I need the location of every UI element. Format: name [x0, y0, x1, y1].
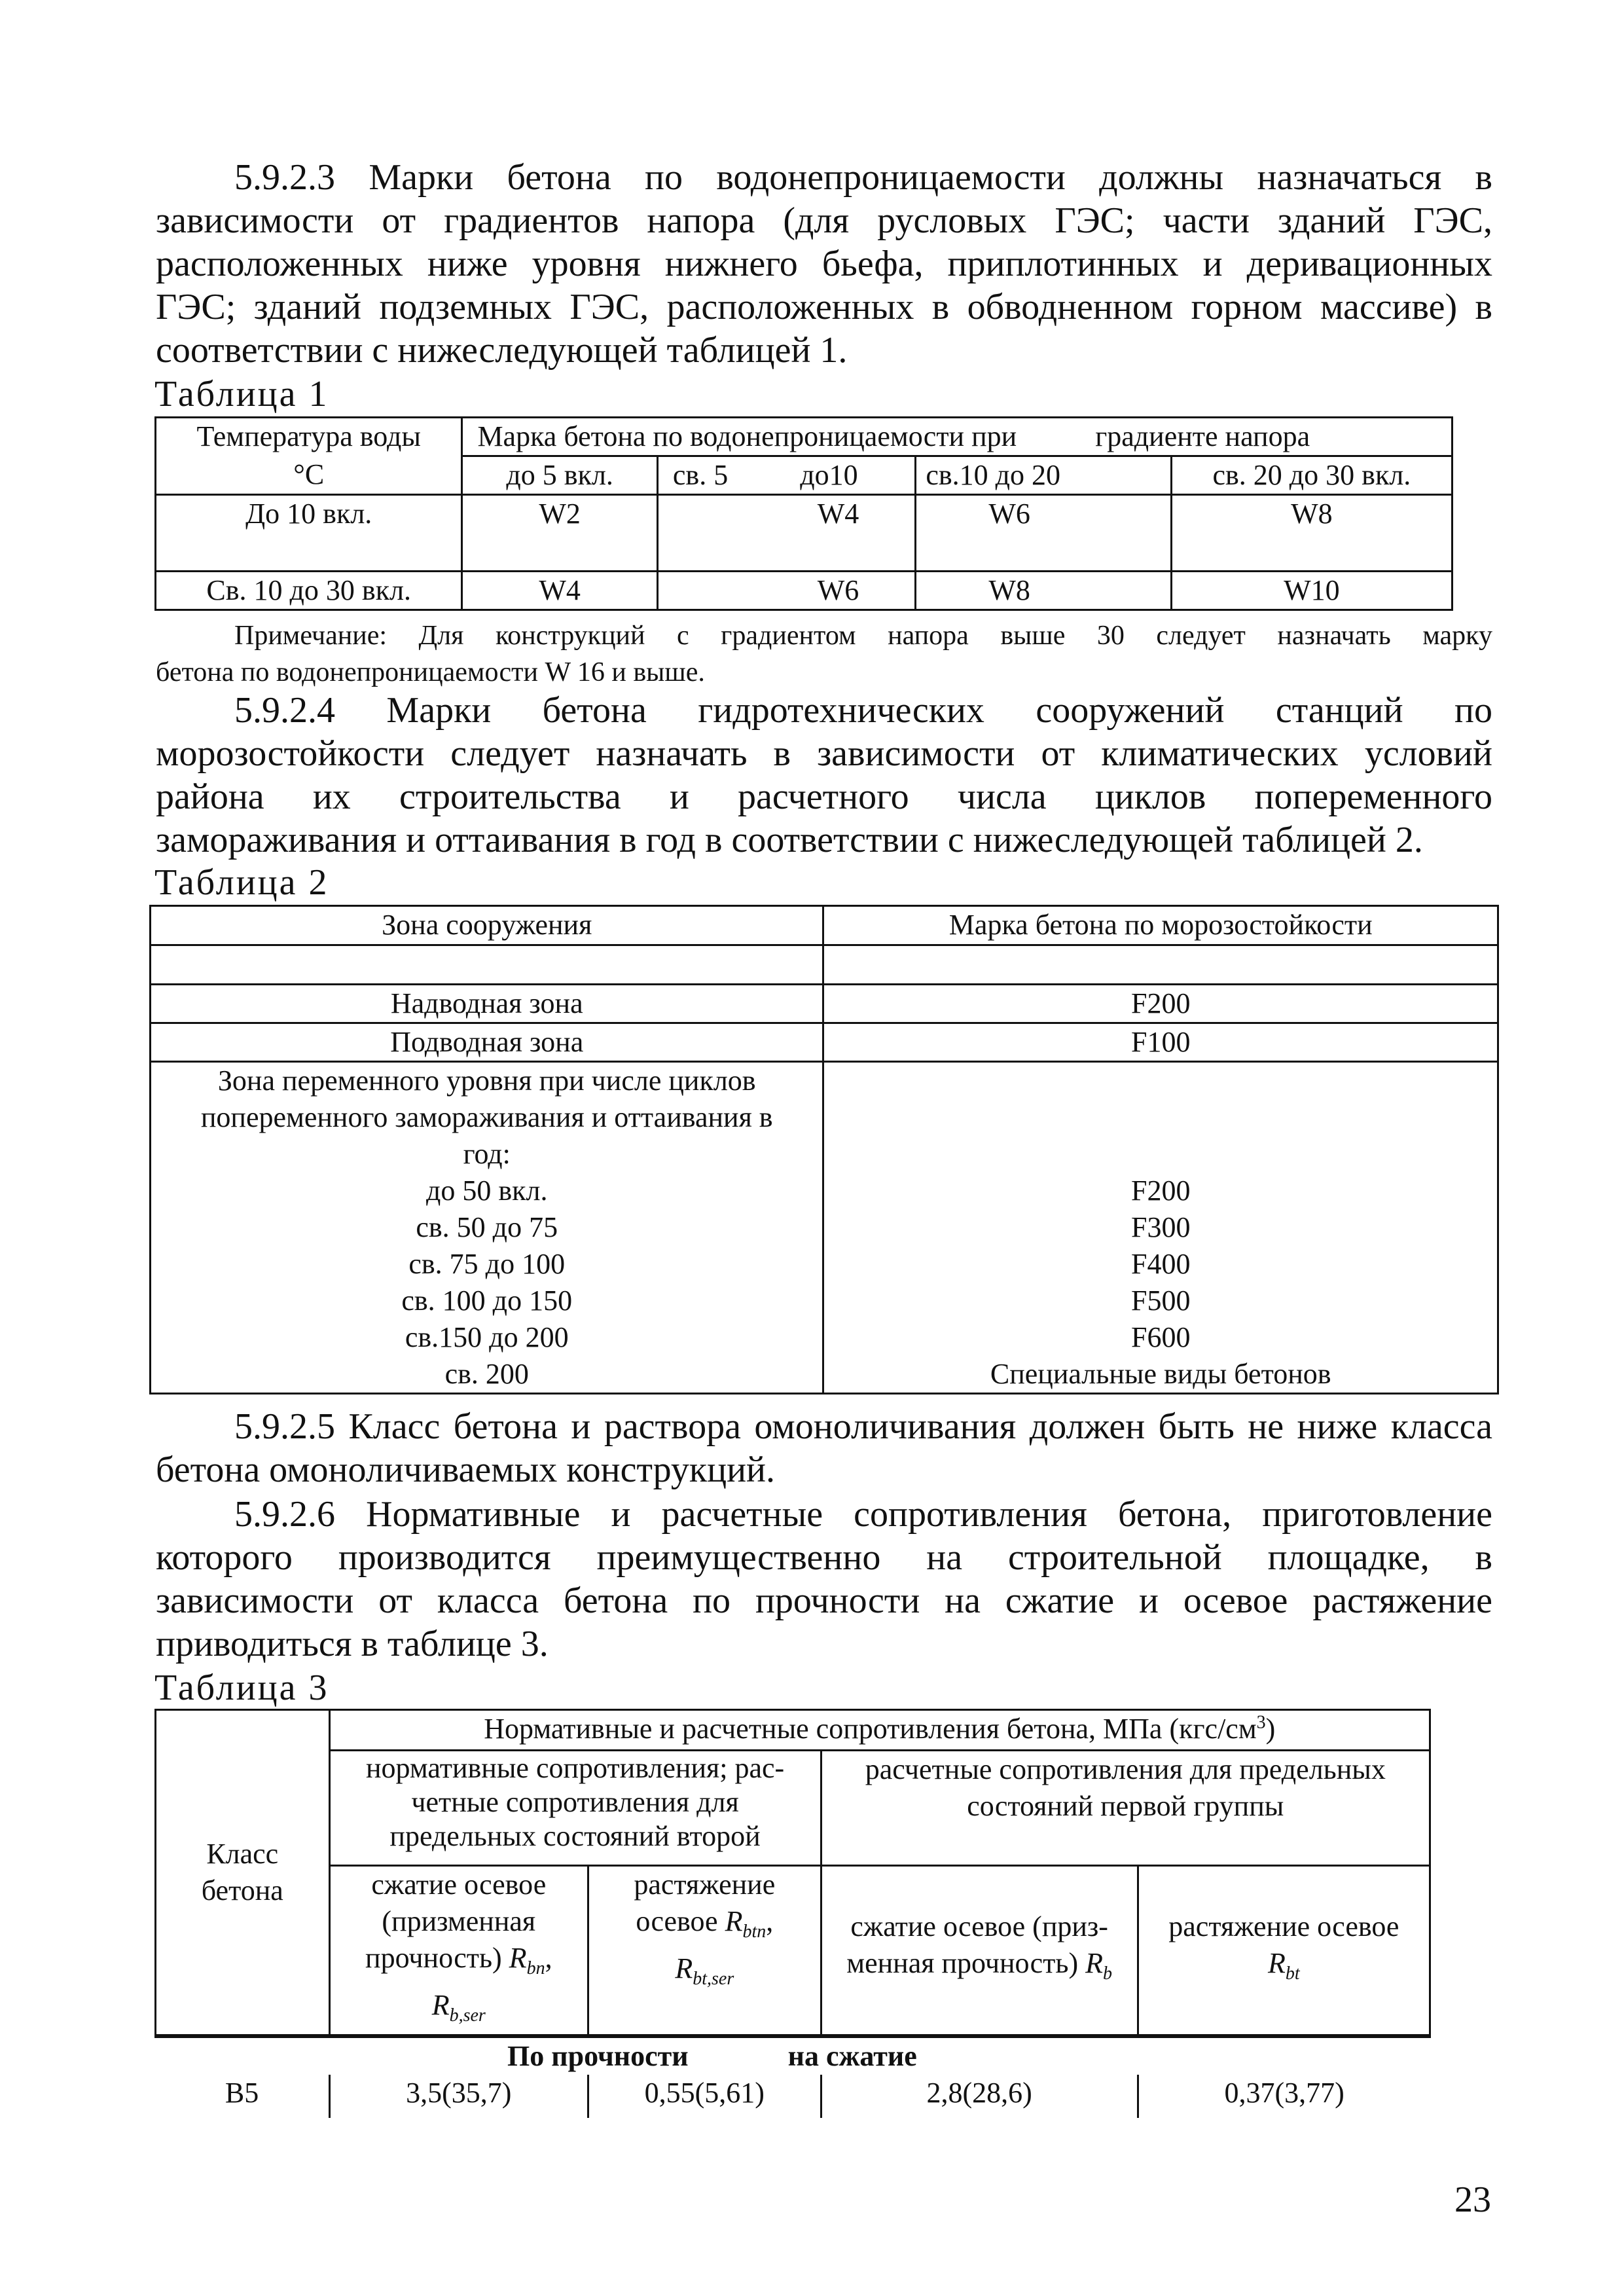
table-row: [156, 495, 1453, 572]
marka-text-line: F500: [1130, 1285, 1191, 1317]
note-line: бетона по водонепроницаемости W 16 и выше.: [156, 657, 705, 687]
table-row: [151, 1023, 1498, 1062]
subheader-compression-calculated: [821, 1866, 1138, 2036]
header-calculated: [821, 1751, 1430, 1866]
table-2: [149, 905, 1499, 1394]
text-line: зависимости от градиентов напора (для русловых ГЭС; части зданий ГЭС,: [156, 200, 1492, 241]
table-3-caption: Таблица 3: [154, 1667, 329, 1708]
subheader-tension-calculated: [1138, 1866, 1430, 2036]
paragraph-5-9-2-4: [156, 689, 1492, 862]
subheader-line: $R_{b,ser}$: [431, 1988, 486, 2026]
text-line: 5.9.2.5 Класс бетона и раствора омоноличивания должен быть не ниже класса: [234, 1406, 1492, 1447]
text-line: бетона омоноличиваемых конструкций.: [156, 1449, 776, 1490]
paragraph-5-9-2-5: [156, 1405, 1492, 1491]
cell-class: B5: [156, 2075, 330, 2118]
text-line: соответствии с нижеследующей таблицей 1.: [156, 330, 848, 371]
paragraph-5-9-2-3: [156, 156, 1492, 372]
marka-text-line: F200: [1130, 1175, 1191, 1207]
cell-marka-variable: [823, 1062, 1498, 1394]
subheader-gradient: св.10 до 20: [916, 456, 1171, 495]
table-2-caption: Таблица 2: [154, 862, 329, 903]
cell-marka: F200: [823, 985, 1498, 1023]
text-line: 5.9.2.4 Марки бетона гидротехнических сооружений станций по: [234, 690, 1492, 731]
marka-text-line: Специальные виды бетонов: [990, 1358, 1331, 1390]
subheader-line: сжатие осевое (приз-: [850, 1910, 1108, 1942]
header-line: состояний первой группы: [967, 1790, 1284, 1822]
cell-value: W4: [462, 572, 657, 610]
header-marka: Марка бетона по водонепроницаемости при градиенте напора: [462, 418, 1453, 456]
zone-text-line: св. 100 до 150: [401, 1285, 573, 1317]
subheader-line: $R_{bt}$: [1268, 1946, 1300, 1984]
table-1: [154, 416, 1453, 611]
table-1-note: [156, 617, 1492, 691]
text-line: морозостойкости следует назначать в зависимости от климатических условий: [156, 733, 1492, 774]
header-frost-marka: Марка бетона по морозостойкости: [823, 906, 1498, 945]
cell-zone-variable: [151, 1062, 823, 1394]
cell-zone: Подводная зона: [151, 1023, 823, 1062]
subheader-line: прочность) $R_{bn}$,: [365, 1942, 552, 1978]
marka-text-line: F400: [1130, 1248, 1191, 1280]
cell-temperature: Св. 10 до 30 вкл.: [156, 572, 462, 610]
cell-value: W10: [1171, 572, 1452, 610]
table-row: [156, 2075, 1430, 2118]
header-resistances: Нормативные и расчетные сопротивления бетона, МПа $(кгс/см^3)$: [329, 1710, 1430, 1751]
header-line: нормативные сопротивления; рас-: [365, 1752, 785, 1784]
text-line: зависимости от класса бетона по прочности на сжатие и осевое растяжение: [156, 1580, 1492, 1621]
header-line: четные сопротивления для: [411, 1786, 739, 1818]
text-line: 5.9.2.6 Нормативные и расчетные сопротивления бетона, приготовление: [234, 1494, 1492, 1535]
subheader-line: менная прочность) $R_b$: [846, 1946, 1113, 1984]
empty-cell: [156, 2036, 330, 2075]
cell-value: 0,37(3,77): [1138, 2075, 1430, 2118]
table-row: [156, 572, 1453, 610]
cell-marka: F100: [823, 1023, 1498, 1062]
header-class-line: бетона: [201, 1874, 283, 1906]
cell-value: W4: [657, 495, 915, 572]
zone-text-line: год:: [463, 1138, 511, 1170]
subheader-gradient: св. 5 до10: [657, 456, 915, 495]
marka-text-line: F300: [1130, 1211, 1191, 1243]
cell-value: W2: [462, 495, 657, 572]
cell-value: 0,55(5,61): [588, 2075, 821, 2118]
paragraph-5-9-2-6: [156, 1493, 1492, 1666]
subheader-gradient: до 5 вкл.: [462, 456, 657, 495]
cell-value: 3,5(35,7): [329, 2075, 588, 2118]
subheader-compression-normative: [329, 1866, 588, 2036]
header-normative: [329, 1751, 821, 1866]
cell-value: W8: [916, 572, 1171, 610]
cell-zone: Надводная зона: [151, 985, 823, 1023]
table-3: [154, 1709, 1431, 2118]
zone-text-line: св. 200: [444, 1358, 529, 1390]
subheader-line: растяжение: [634, 1868, 776, 1901]
cell-temperature: До 10 вкл.: [156, 495, 462, 572]
text-line: замораживания и оттаивания в год в соответствии с нижеследующей таблицей 2.: [156, 820, 1423, 860]
table-row: [151, 1062, 1498, 1394]
text-line: которого производится преимущественно на строительной площадке, в: [156, 1537, 1492, 1578]
header-line: расчетные сопротивления для предельных: [865, 1753, 1386, 1785]
zone-text-line: попеременного замораживания и оттаивания в: [200, 1101, 773, 1133]
section-label: на сжатие: [787, 2039, 917, 2072]
header-temperature-unit: °С: [156, 456, 462, 495]
header-temperature: Температура воды: [156, 418, 462, 456]
page-number: 23: [1454, 2179, 1491, 2220]
subheader-tension-normative: [588, 1866, 821, 2036]
section-row: [329, 2036, 1430, 2075]
subheader-line: (призменная: [382, 1905, 536, 1937]
header-class-line: Класс: [206, 1837, 279, 1870]
empty-cell: [151, 945, 823, 985]
zone-text-line: до 50 вкл.: [425, 1175, 548, 1207]
zone-text-line: Зона переменного уровня при числе циклов: [217, 1065, 756, 1097]
cell-value: W6: [657, 572, 915, 610]
subheader-gradient: св. 20 до 30 вкл.: [1171, 456, 1452, 495]
zone-text-line: св. 75 до 100: [408, 1248, 566, 1280]
text-line: приводиться в таблице 3.: [156, 1624, 549, 1664]
cell-value: 2,8(28,6): [821, 2075, 1138, 2118]
subheader-line: $R_{bt,ser}$: [675, 1952, 734, 1989]
table-1-caption: Таблица 1: [154, 374, 329, 414]
subheader-line: осевое $R_{btn}$,: [636, 1905, 774, 1942]
subheader-line: растяжение осевое: [1168, 1910, 1399, 1942]
empty-cell: [823, 945, 1498, 985]
zone-text-line: св. 50 до 75: [416, 1211, 558, 1243]
marka-text-line: F600: [1130, 1321, 1191, 1353]
table-row: [151, 985, 1498, 1023]
section-label: По прочности: [507, 2039, 689, 2072]
subheader-line: сжатие осевое: [371, 1868, 547, 1901]
cell-value: W6: [916, 495, 1171, 572]
header-zone: Зона сооружения: [151, 906, 823, 945]
zone-text-line: св.150 до 200: [405, 1321, 569, 1353]
note-line: Примечание: Для конструкций с градиентом напора выше 30 следует назначать марку: [234, 621, 1492, 651]
cell-value: W8: [1171, 495, 1452, 572]
text-line: ГЭС; зданий подземных ГЭС, расположенных в обводненном горном массиве) в: [156, 287, 1492, 327]
header-class: [156, 1710, 330, 2036]
text-line: 5.9.2.3 Марки бетона по водонепроницаемости должны назначаться в: [234, 157, 1492, 198]
header-line: предельных состояний второй: [389, 1820, 761, 1852]
text-line: района их строительства и расчетного числа циклов попеременного: [156, 776, 1492, 817]
text-line: расположенных ниже уровня нижнего бьефа, приплотинных и деривационных: [156, 244, 1492, 284]
